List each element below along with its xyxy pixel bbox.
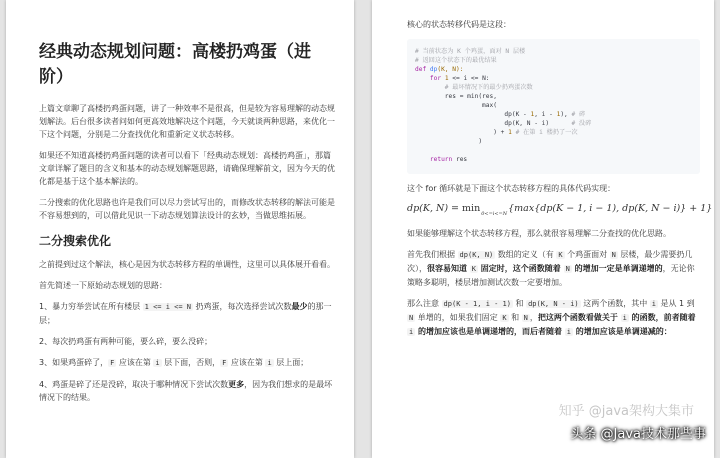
formula-rhs: {max{dp(K − 1, i − 1), dp(K, N − i)} + 1} bbox=[508, 203, 713, 214]
text-run: 上篇文章聊了高楼扔鸡蛋问题，讲了一种效率不是很高，但是较为容易理解的动态规划解法。后台很多读者问如何更高效地解决这个问题，今天就谈两种思路，来优化一下这个问题，分别是二分查找优化和重新定义状态转移。 bbox=[39, 104, 335, 139]
paragraph bbox=[407, 248, 700, 289]
code-line bbox=[415, 101, 692, 110]
code-token: <= i <= N: bbox=[452, 75, 490, 82]
text-run: ， bbox=[529, 313, 538, 322]
left-page bbox=[6, 0, 354, 458]
code-line bbox=[415, 47, 692, 56]
code-token: return bbox=[429, 156, 456, 163]
paragraph bbox=[407, 297, 700, 339]
code-line bbox=[415, 92, 692, 101]
inline-code: F bbox=[110, 359, 115, 367]
inline-code: dp(K, N) bbox=[459, 251, 494, 259]
code-token: ) bbox=[415, 138, 483, 145]
inline-code: dp(K, N - i) bbox=[528, 300, 579, 308]
bold-text: 的增加应该也是单调递增的，而后者随着 bbox=[415, 327, 565, 336]
text-run: 这两个函数，其中 bbox=[580, 299, 650, 308]
code-line bbox=[415, 119, 692, 128]
inline-code: N bbox=[409, 314, 414, 322]
code-token: # 返回这个状态下的最优结果 bbox=[415, 57, 497, 64]
paragraph bbox=[39, 378, 336, 404]
paragraph bbox=[39, 196, 336, 222]
zhihu-watermark: 知乎 @java架构大集市 bbox=[558, 404, 694, 419]
code-line bbox=[415, 110, 692, 119]
text-run: 3、如果鸡蛋碎了， bbox=[39, 358, 109, 367]
code-token: 1 bbox=[508, 129, 516, 136]
text-run: 应该在第 bbox=[228, 358, 266, 367]
code-line bbox=[415, 137, 692, 146]
text-run: 层楼，最少需要扔几次）， bbox=[407, 250, 693, 273]
text-run: 是从 1 到 bbox=[657, 299, 695, 308]
intro-paragraphs bbox=[39, 102, 336, 222]
code-token: (K, N): bbox=[437, 66, 464, 73]
inline-code: K bbox=[558, 251, 563, 259]
bold-text: 固定时，这个函数随着 bbox=[478, 264, 564, 273]
explanation-paragraphs bbox=[407, 227, 700, 339]
for-loop-paragraph: 这个 for 循环就是下面这个状态转移方程的具体代码实现： bbox=[407, 184, 616, 193]
code-line bbox=[415, 56, 692, 65]
code-token: ) + bbox=[415, 129, 509, 136]
inline-code: i bbox=[155, 359, 160, 367]
article-title: 经典动态规划问题：高楼扔鸡蛋（进阶） bbox=[39, 42, 311, 87]
text-run: 如果还不知道高楼扔鸡蛋问题的读者可以看下「经典动态规划：高楼扔鸡蛋」，那篇文章详解了题目的含义和基本的动态规划解题思路，请确保理解前文，因为今天的优化都是基于这个基本解法的。 bbox=[39, 151, 335, 186]
code-line bbox=[415, 146, 692, 155]
code-block bbox=[407, 39, 700, 174]
code-token: res bbox=[455, 156, 468, 163]
text-run: 那么注意 bbox=[407, 299, 442, 308]
paragraph bbox=[39, 258, 336, 271]
paragraph bbox=[39, 300, 336, 327]
bold-text: 最少 bbox=[291, 302, 308, 311]
inline-code: K bbox=[471, 265, 477, 273]
text-run: 扔鸡蛋，每次选择尝试次数 bbox=[193, 302, 292, 311]
text-run: 4、鸡蛋是碎了还是没碎，取决于哪种情况下尝试次数 bbox=[39, 380, 229, 389]
inline-code: F bbox=[222, 359, 227, 367]
code-token: dp(K, N - i) bbox=[415, 120, 572, 127]
inline-code: i bbox=[622, 314, 627, 322]
text-run: 的那一层； bbox=[39, 302, 332, 325]
text-run: 和 bbox=[512, 299, 527, 308]
code-token: dp(K - bbox=[415, 111, 531, 118]
inline-code: dp(K - 1, i - 1) bbox=[443, 300, 511, 308]
code-token: 1 bbox=[556, 111, 561, 118]
paragraph bbox=[407, 227, 700, 240]
text-run: 二分搜索的优化思路也许是我们可以尽力尝试写出的，而修改状态转移的解法可能是不容易想到的，可以借此见识一下动态规划算法设计的玄妙，当做思维拓展。 bbox=[39, 198, 335, 220]
bold-text: 的函数，前者随着 bbox=[628, 313, 696, 322]
code-token: ), bbox=[560, 111, 572, 118]
code-line bbox=[415, 128, 692, 137]
text-run: 个鸡蛋面对 bbox=[564, 250, 610, 259]
inline-code: i bbox=[651, 300, 656, 308]
code-token bbox=[415, 75, 430, 82]
text-run: 之前提到过这个解法，核心是因为状态转移方程的单调性，这里可以具体展开看看。 bbox=[39, 260, 335, 269]
text-run: 层下面，否则， bbox=[161, 358, 221, 367]
section-heading: 二分搜索优化 bbox=[39, 234, 112, 248]
code-token: def bbox=[415, 66, 430, 73]
inline-code: K bbox=[502, 314, 507, 322]
paragraph bbox=[39, 356, 336, 370]
transition-formula bbox=[407, 203, 713, 217]
text-run: 2、每次扔鸡蛋有两种可能，要么碎，要么没碎； bbox=[39, 337, 213, 346]
bold-text: 的增加应该是单调递减的： bbox=[573, 327, 672, 336]
text-run: 数组的定义（有 bbox=[495, 250, 557, 259]
text-run: 层上面； bbox=[273, 358, 309, 367]
text-run: 应该在第 bbox=[116, 358, 154, 367]
code-token: , i - bbox=[534, 111, 557, 118]
code-token: # 没碎 bbox=[571, 120, 592, 127]
paragraph bbox=[39, 335, 336, 348]
code-line bbox=[415, 65, 692, 74]
bold-text: 更多 bbox=[228, 380, 245, 389]
formula-subscript: 0<=i<=N bbox=[481, 211, 508, 217]
inline-code: 1 <= i <= N bbox=[144, 303, 191, 311]
code-token: max( bbox=[415, 102, 497, 109]
code-token: for bbox=[429, 75, 445, 82]
code-token: # 在第 i 楼扔了一次 bbox=[515, 129, 578, 136]
formula-lhs: dp(K, N) = bbox=[407, 203, 463, 214]
text-run: 首先我们根据 bbox=[407, 250, 458, 259]
code-token bbox=[415, 156, 430, 163]
code-token: dp bbox=[429, 66, 438, 73]
code-token bbox=[415, 147, 445, 154]
text-run: 首先简述一下原始动态规划的思路： bbox=[39, 281, 167, 290]
paragraph bbox=[39, 149, 336, 188]
section-paragraphs bbox=[39, 258, 336, 404]
inline-code: N bbox=[523, 314, 528, 322]
inline-code: i bbox=[566, 328, 572, 336]
code-token: 1 bbox=[530, 111, 535, 118]
inline-code: i bbox=[409, 328, 414, 336]
text-run: 1、暴力穷举尝试在所有楼层 bbox=[39, 302, 143, 311]
right-page bbox=[372, 0, 714, 458]
code-line bbox=[415, 155, 692, 164]
text-run: 和 bbox=[508, 313, 522, 322]
code-intro: 核心的状态转移代码是这段： bbox=[407, 20, 511, 29]
inline-code: i bbox=[267, 359, 272, 367]
code-token: res = min(res, bbox=[415, 93, 497, 100]
text-run: ，无论你策略多聪明，楼层增加测试次数一定要增加。 bbox=[407, 264, 695, 287]
inline-code: N bbox=[565, 265, 570, 273]
inline-code: N bbox=[611, 251, 616, 259]
paragraph bbox=[39, 279, 336, 292]
text-run: 如果能够理解这个状态转移方程，那么就很容易理解二分查找的优化思路。 bbox=[407, 229, 671, 238]
code-line bbox=[415, 83, 692, 92]
code-token: # 碎 bbox=[571, 111, 586, 118]
bold-text: 的增加一定是单调递增的 bbox=[571, 264, 663, 273]
toutiao-caption: 头条 @Java技术那些事 bbox=[570, 427, 706, 442]
bold-text: 很容易知道 bbox=[427, 264, 470, 273]
code-token: # 最坏情况下的最少扔鸡蛋次数 bbox=[415, 84, 533, 91]
paragraph bbox=[39, 102, 336, 141]
code-token: 1 bbox=[444, 75, 453, 82]
formula-min: min bbox=[462, 203, 481, 214]
text-run: ，因为我们想求的是最坏情况下的结果。 bbox=[39, 380, 333, 402]
code-token: # 当前状态为 K 个鸡蛋，面对 N 层楼 bbox=[415, 48, 526, 55]
bold-text: 把这两个函数看做关于 bbox=[537, 313, 621, 322]
text-run: 单增的，如果我们固定 bbox=[415, 313, 501, 322]
code-line bbox=[415, 74, 692, 83]
